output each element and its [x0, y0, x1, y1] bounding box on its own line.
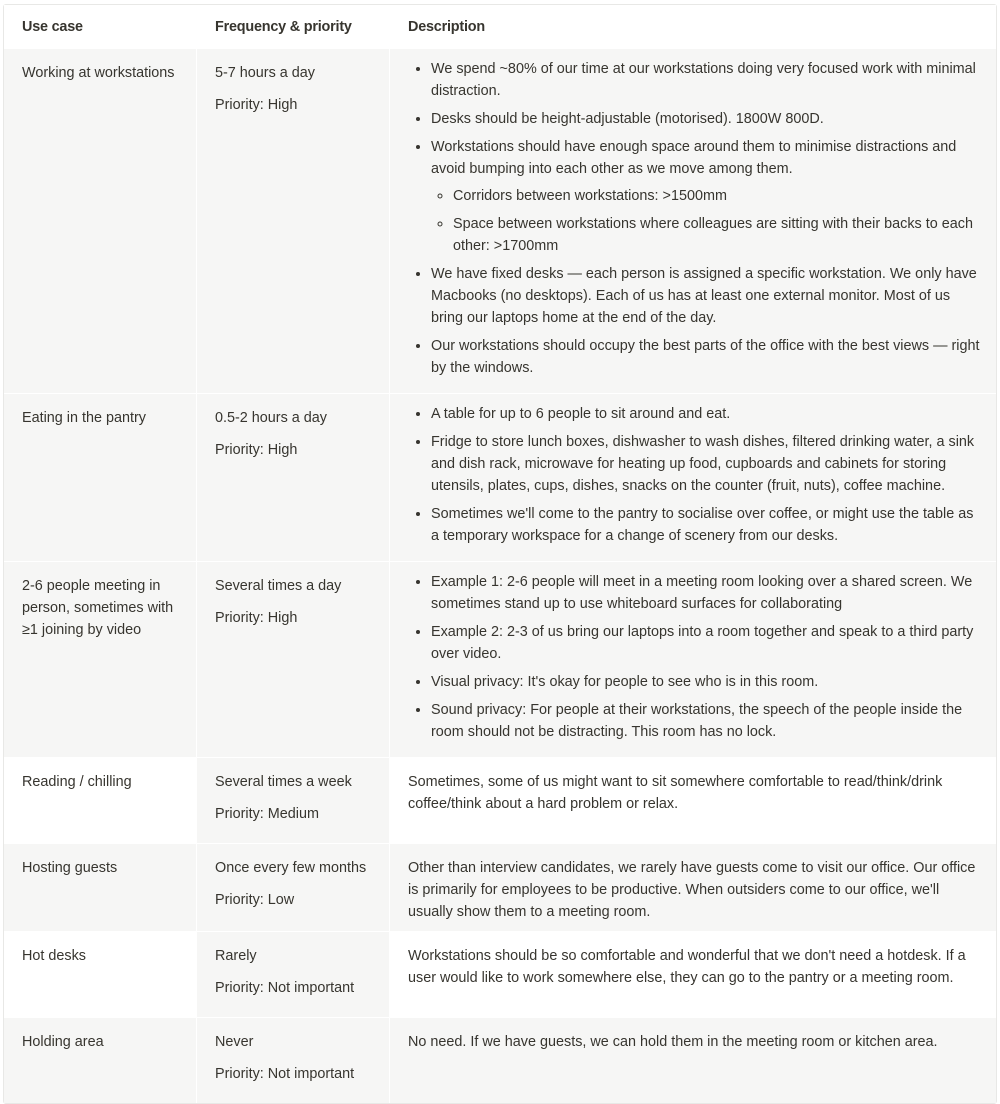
bullet-item: • Our workstations should occupy the best parts of the office with the best views — right by the windows. — [431, 335, 984, 379]
bullet-item: • We have fixed desks — each person is assigned a specific workstation. We only have Macbooks (no desktops). Each of us has at least one external monitor. Most of us bring our laptops home at the end of the day. — [431, 263, 984, 329]
use-case-table-container — [3, 4, 995, 1104]
use-case-cell: Hosting guests — [4, 844, 197, 932]
description-cell — [390, 844, 996, 932]
use-case-cell: Hot desks — [4, 932, 197, 1018]
frequency-cell — [197, 1018, 390, 1103]
description-text: Other than interview candidates, we rarely have guests come to visit our office. Our office is primarily for employees to be productive. When outsiders come to our office, we'll usually show them to a meeting room. — [408, 860, 976, 920]
description-cell — [390, 562, 996, 758]
priority-text: Priority: Not important — [215, 980, 355, 996]
bullet-list — [408, 403, 984, 547]
frequency-text: Several times a day — [215, 578, 342, 594]
frequency-cell — [197, 844, 390, 932]
header-frequency-priority: Frequency & priority — [197, 5, 390, 49]
frequency-cell — [197, 562, 390, 758]
frequency-text: Rarely — [215, 948, 257, 964]
bullet-text: Workstations should have enough space around them to minimise distractions and avoid bumping into each other as we move among them. — [431, 139, 957, 177]
frequency-text: 0.5-2 hours a day — [215, 410, 327, 426]
use-case-table — [3, 4, 997, 1104]
frequency-text: Never — [215, 1034, 254, 1050]
table-row — [4, 758, 996, 844]
bullet-item — [431, 136, 984, 257]
table-row — [4, 932, 996, 1018]
priority-text: Priority: High — [215, 610, 298, 626]
bullet-item: • Example 2: 2-3 of us bring our laptops into a room together and speak to a third party over video. — [431, 621, 984, 665]
use-case-cell: Reading / chilling — [4, 758, 197, 844]
priority-text: Priority: High — [215, 97, 298, 113]
table-row — [4, 1018, 996, 1103]
bullet-item: • A table for up to 6 people to sit around and eat. — [431, 403, 984, 425]
frequency-cell — [197, 394, 390, 562]
header-description: Description — [390, 5, 996, 49]
frequency-cell — [197, 758, 390, 844]
bullet-list — [408, 58, 984, 379]
bullet-item: • Fridge to store lunch boxes, dishwasher to wash dishes, filtered drinking water, a sink and dish rack, microwave for heating up food, cupboards and cabinets for storing utensils, plates, cups, dishes, snacks on the counter (fruit, nuts), coffee machine. — [431, 431, 984, 497]
use-case-cell: Eating in the pantry — [4, 394, 197, 562]
priority-text: Priority: High — [215, 442, 298, 458]
sub-bullet-item: ◦ Corridors between workstations: >1500mm — [453, 185, 984, 207]
use-case-cell: 2-6 people meeting in person, sometimes with ≥1 joining by video — [4, 562, 197, 758]
frequency-cell — [197, 49, 390, 394]
bullet-item: • Visual privacy: It's okay for people to see who is in this room. — [431, 671, 984, 693]
bullet-list — [408, 571, 984, 743]
frequency-text: Several times a week — [215, 774, 352, 790]
description-cell — [390, 394, 996, 562]
description-cell — [390, 1018, 996, 1103]
description-text: Workstations should be so comfortable and wonderful that we don't need a hotdesk. If a user would like to work somewhere else, they can go to the pantry or a meeting room. — [408, 948, 966, 986]
table-row — [4, 562, 996, 758]
description-cell — [390, 758, 996, 844]
use-case-cell: Holding area — [4, 1018, 197, 1103]
table-row — [4, 844, 996, 932]
description-text: No need. If we have guests, we can hold them in the meeting room or kitchen area. — [408, 1034, 938, 1050]
header-use-case: Use case — [4, 5, 197, 49]
priority-text: Priority: Not important — [215, 1066, 355, 1082]
frequency-text: 5-7 hours a day — [215, 65, 315, 81]
table-row — [4, 49, 996, 394]
sub-bullet-list — [431, 185, 984, 257]
frequency-cell — [197, 932, 390, 1018]
bullet-item: • We spend ~80% of our time at our workstations doing very focused work with minimal distraction. — [431, 58, 984, 102]
frequency-text: Once every few months — [215, 860, 367, 876]
bullet-item: • Example 1: 2-6 people will meet in a meeting room looking over a shared screen. We sometimes stand up to use whiteboard surfaces for collaborating — [431, 571, 984, 615]
sub-bullet-item: ◦ Space between workstations where colleagues are sitting with their backs to each other: >1700mm — [453, 213, 984, 257]
description-text: Sometimes, some of us might want to sit somewhere comfortable to read/think/drink coffee/think about a hard problem or relax. — [408, 774, 943, 812]
bullet-item: • Sound privacy: For people at their workstations, the speech of the people inside the room should not be distracting. This room has no lock. — [431, 699, 984, 743]
header-row — [4, 5, 996, 49]
description-cell — [390, 49, 996, 394]
priority-text: Priority: Medium — [215, 806, 319, 822]
description-cell — [390, 932, 996, 1018]
use-case-cell: Working at workstations — [4, 49, 197, 394]
priority-text: Priority: Low — [215, 892, 295, 908]
bullet-item: • Sometimes we'll come to the pantry to socialise over coffee, or might use the table as a temporary workspace for a change of scenery from our desks. — [431, 503, 984, 547]
bullet-item: • Desks should be height-adjustable (motorised). 1800W 800D. — [431, 108, 984, 130]
table-row — [4, 394, 996, 562]
